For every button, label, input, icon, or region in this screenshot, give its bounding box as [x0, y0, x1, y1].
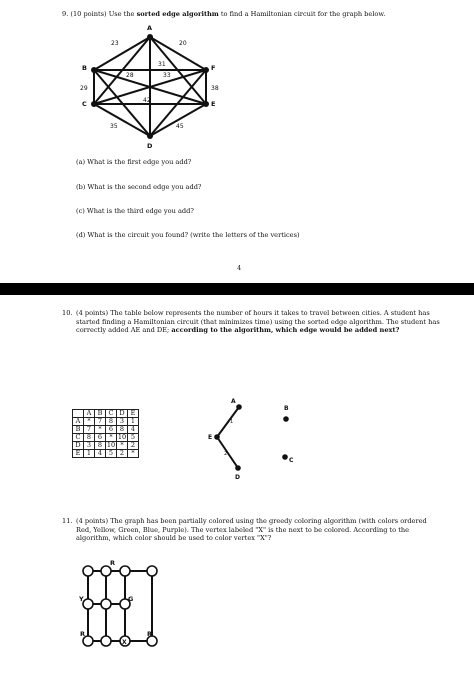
edge-weight: 45 [176, 123, 184, 130]
edge-weight: 33 [163, 72, 171, 79]
vertex-e [214, 434, 220, 440]
coloring-graph-figure [70, 559, 170, 659]
question-9c: (c) What is the third edge you add? [76, 207, 194, 215]
vertex [83, 599, 93, 609]
vertex-label: C [289, 457, 294, 464]
travel-time-table [72, 409, 139, 458]
question-9d: (d) What is the circuit you found? (write the letters of the vertices) [76, 231, 300, 239]
vertex [101, 566, 111, 576]
question-9b: (b) What is the second edge you add? [76, 183, 202, 191]
vertex-b [91, 67, 97, 73]
vertex-color-label: Y [79, 595, 84, 603]
vertex-label: D [147, 142, 153, 150]
edge-weight: 42 [143, 97, 151, 104]
vertex [83, 566, 93, 576]
vertex-d [147, 133, 153, 139]
table-row: C 8 6 * 10 5 [73, 434, 139, 442]
vertex-a [147, 34, 153, 40]
table-row: E 1 4 5 2 * [73, 450, 139, 458]
vertex-color-label: G [128, 595, 134, 603]
vertex [101, 636, 111, 646]
edge-weight: 31 [158, 61, 166, 68]
question-11-number: 11. [62, 517, 73, 525]
graph-edges [94, 37, 206, 136]
edge-weight: 2 [224, 451, 228, 457]
question-9-prompt: 9. (10 points) Use the sorted edge algorithm to find a Hamiltonian circuit for the graph below. [62, 10, 386, 18]
vertex-label: E [208, 434, 213, 441]
vertex-label: A [231, 398, 236, 405]
vertex-a [236, 404, 242, 410]
vertex-c [91, 101, 97, 107]
vertex [147, 566, 157, 576]
vertex-e [203, 101, 209, 107]
vertex-label: D [235, 474, 240, 481]
edge-de [217, 437, 238, 468]
table-header-row: A B C D E [73, 410, 139, 418]
table-row: B 7 * 6 8 4 [73, 426, 139, 434]
vertex-color-label: R [80, 630, 86, 638]
question-11-prompt: (4 points) The graph has been partially colored using the greedy coloring algorithm (with colors ordered Red, Yellow, Green, Blue, Purple). The vertex labeled "X" is the next to be colored. According to the algorithm, which color should be used to color vertex "X"? [76, 517, 427, 543]
page-number: 4 [237, 264, 242, 272]
vertex-d [235, 465, 241, 471]
question-10-prompt: (4 points) The table below represents the number of hours it takes to travel between cities. A student has started finding a Hamiltonian circuit (that minimizes time) using the sorted edge algorithm. The student has correctly added AE and DE; according to the algorithm, which edge would be added next? [76, 309, 440, 335]
vertex-label: F [211, 64, 216, 72]
vertex-label: A [147, 24, 153, 32]
vertex [120, 566, 130, 576]
question-10-number: 10. [62, 309, 73, 317]
table-row: D 3 8 10 * 2 [73, 442, 139, 450]
edge-ae [217, 407, 239, 437]
edge-weight: 28 [126, 72, 134, 79]
edge-weight: 20 [179, 40, 187, 47]
document-page-2 [0, 295, 474, 697]
question-9a: (a) What is the first edge you add? [76, 158, 192, 166]
edge-weight: 1 [230, 419, 234, 425]
complete-graph-figure [70, 22, 230, 152]
vertex-label: C [82, 100, 87, 108]
document-page-1 [0, 0, 474, 283]
edge-weight: 23 [111, 40, 119, 47]
edge-weight: 29 [80, 85, 88, 92]
vertex-label: B [82, 64, 87, 72]
vertex-b [283, 416, 289, 422]
vertex-color-label: R [110, 559, 116, 567]
vertex-label: B [284, 405, 289, 412]
vertex-f [203, 67, 209, 73]
partial-circuit-figure [200, 395, 310, 485]
vertex-label: E [211, 100, 216, 108]
vertex-color-label: R [147, 630, 153, 638]
edge-weight: 38 [211, 85, 219, 92]
vertex-x-label: X [122, 639, 127, 646]
vertex-c [282, 454, 288, 460]
edge-weight: 35 [110, 123, 118, 130]
vertex [101, 599, 111, 609]
table-row: A * 7 8 3 1 [73, 418, 139, 426]
